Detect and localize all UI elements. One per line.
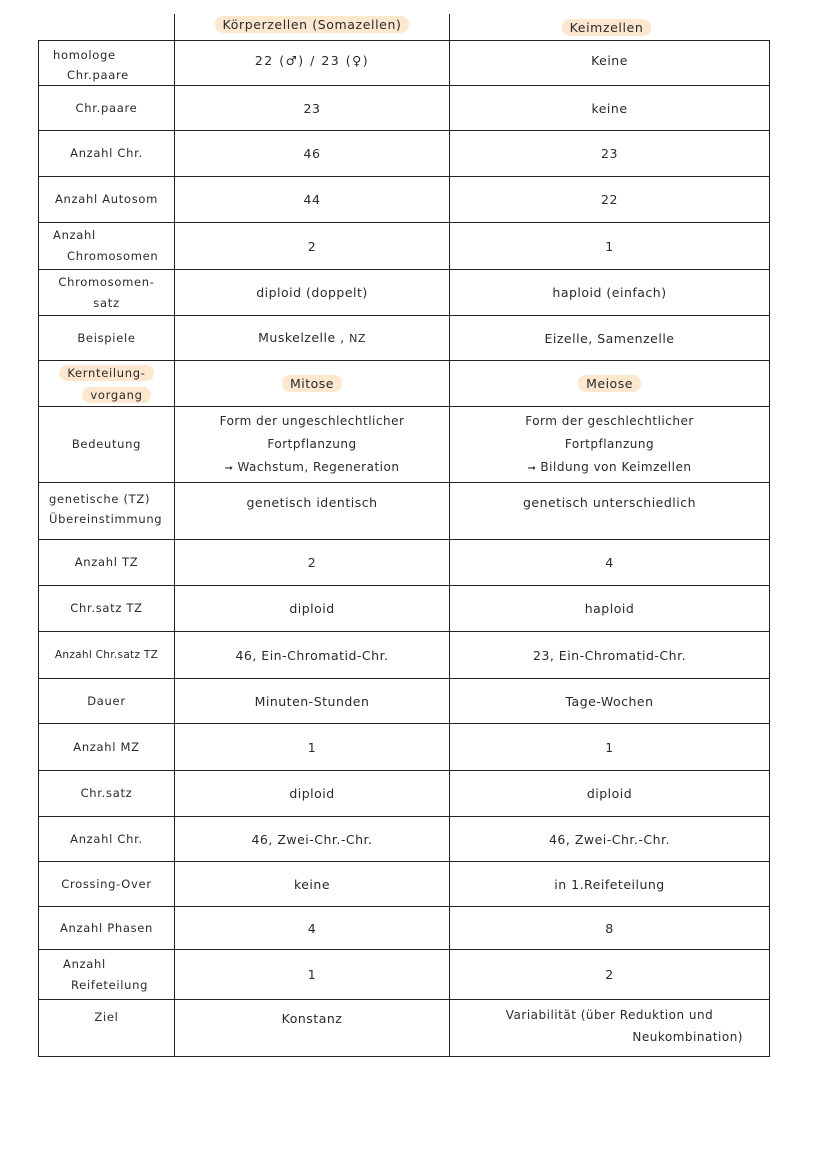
row-label: Anzahl Chr. (39, 817, 175, 862)
cell-line: Bildung von Keimzellen (540, 459, 692, 474)
cell-germ (450, 407, 770, 483)
row-label: Bedeutung (39, 407, 175, 483)
cell-germ: 22 (450, 177, 770, 223)
table-row (39, 907, 770, 950)
cell-germ: Keine (450, 41, 770, 86)
cell-germ: 1 (450, 223, 770, 270)
cell-germ: 8 (450, 907, 770, 950)
cell-germ: 23, Ein-Chromatid-Chr. (450, 632, 770, 679)
table-row (39, 316, 770, 361)
cell-line: Fortpflanzung (267, 436, 357, 451)
cell-somatic: genetisch identisch (175, 483, 450, 540)
table-row (39, 131, 770, 177)
cell-text: Muskelzelle (258, 330, 336, 345)
cell-somatic: Konstanz (175, 1000, 450, 1057)
cell-somatic: keine (175, 862, 450, 907)
table-row (39, 950, 770, 1000)
row-label (39, 41, 175, 86)
row-label: Anzahl Phasen (39, 907, 175, 950)
cell-somatic: 22 (♂) / 23 (♀) (175, 41, 450, 86)
cell-germ: Eizelle, Samenzelle (450, 316, 770, 361)
table-row (39, 407, 770, 483)
row-label: Anzahl Chr. (39, 131, 175, 177)
row-label: Anzahl Chr.satz TZ (39, 632, 175, 679)
cell-germ (450, 1000, 770, 1057)
row-label (39, 270, 175, 316)
cell-somatic: 23 (175, 86, 450, 131)
cell-somatic (175, 407, 450, 483)
row-label: Beispiele (39, 316, 175, 361)
cell-text: Mitose (282, 375, 342, 392)
cell-somatic: 2 (175, 223, 450, 270)
cell-somatic: 1 (175, 950, 450, 1000)
cell-line: Form der geschlechtlicher (525, 413, 694, 428)
cell-text: Meiose (578, 375, 641, 392)
arrow-right-icon: ➞ (224, 462, 234, 474)
row-label-line: homologe (53, 48, 116, 62)
table-row (39, 223, 770, 270)
cell-somatic: diploid (175, 771, 450, 817)
cell-somatic: 44 (175, 177, 450, 223)
table-row (39, 862, 770, 907)
table-row (39, 270, 770, 316)
row-label: Crossing-Over (39, 862, 175, 907)
row-label: Anzahl MZ (39, 724, 175, 771)
row-label: Anzahl TZ (39, 540, 175, 586)
table-row (39, 679, 770, 724)
cell-somatic: diploid (doppelt) (175, 270, 450, 316)
row-label-line: satz (93, 295, 120, 310)
cell-somatic: 2 (175, 540, 450, 586)
header-somatic-label: Körperzellen (Somazellen) (215, 16, 410, 33)
table-row (39, 540, 770, 586)
row-label (39, 483, 175, 540)
header-germ (450, 14, 769, 40)
cell-germ: keine (450, 86, 770, 131)
cell-text: NZ (349, 332, 366, 345)
cell-somatic: Minuten-Stunden (175, 679, 450, 724)
row-label-line: Chromosomen (67, 249, 159, 263)
cell-germ: 23 (450, 131, 770, 177)
cell-somatic: 46, Ein-Chromatid-Chr. (175, 632, 450, 679)
row-label-line: Übereinstimmung (49, 512, 163, 526)
row-label-line: genetische (TZ) (49, 492, 151, 506)
cell-germ: haploid (450, 586, 770, 632)
cell-line: Fortpflanzung (564, 436, 655, 451)
cell-somatic: 1 (175, 724, 450, 771)
row-label-line: vorgang (82, 387, 150, 403)
cell-germ: Tage-Wochen (450, 679, 770, 724)
header-somatic (175, 14, 449, 40)
row-label: Chr.paare (39, 86, 175, 131)
cell-line: Neukombination) (632, 1030, 743, 1044)
comparison-table (38, 40, 770, 1057)
cell-somatic (175, 361, 450, 407)
table-row (39, 586, 770, 632)
row-label-line: Anzahl (63, 956, 106, 971)
header-germ-label: Keimzellen (562, 19, 652, 36)
row-label-line: Chr.paare (67, 68, 129, 82)
cell-somatic: diploid (175, 586, 450, 632)
row-label (39, 361, 175, 407)
cell-germ: in 1.Reifeteilung (450, 862, 770, 907)
cell-germ: genetisch unterschiedlich (450, 483, 770, 540)
table-row (39, 1000, 770, 1057)
table-row (39, 41, 770, 86)
cell-germ: 1 (450, 724, 770, 771)
row-label-line: Anzahl (53, 228, 96, 242)
cell-somatic: 46, Zwei-Chr.-Chr. (175, 817, 450, 862)
cell-germ: 46, Zwei-Chr.-Chr. (450, 817, 770, 862)
row-label-line: Chromosomen- (58, 274, 155, 289)
cell-line: Form der ungeschlechtlicher (219, 413, 405, 428)
cell-germ: diploid (450, 771, 770, 817)
table-row (39, 177, 770, 223)
cell-germ: haploid (einfach) (450, 270, 770, 316)
row-label: Dauer (39, 679, 175, 724)
table-row (39, 632, 770, 679)
table-row (39, 817, 770, 862)
table-row (39, 361, 770, 407)
cell-germ (450, 361, 770, 407)
table-row (39, 724, 770, 771)
cell-germ: 4 (450, 540, 770, 586)
cell-somatic: Muskelzelle , NZ (175, 316, 450, 361)
cell-line: Wachstum, Regeneration (237, 459, 400, 474)
row-label (39, 950, 175, 1000)
table-row (39, 483, 770, 540)
cell-somatic: 46 (175, 131, 450, 177)
row-label: Anzahl Autosom (39, 177, 175, 223)
table-row (39, 86, 770, 131)
cell-germ: 2 (450, 950, 770, 1000)
cell-line: Variabilität (über Reduktion und (505, 1008, 714, 1022)
row-label-line: Reifeteilung (71, 977, 149, 992)
row-label-line: Kernteilung- (59, 365, 153, 381)
row-label: Ziel (39, 1000, 175, 1057)
arrow-right-icon: ➞ (527, 462, 537, 474)
cell-somatic: 4 (175, 907, 450, 950)
table-row (39, 771, 770, 817)
row-label (39, 223, 175, 270)
row-label: Chr.satz (39, 771, 175, 817)
row-label: Chr.satz TZ (39, 586, 175, 632)
